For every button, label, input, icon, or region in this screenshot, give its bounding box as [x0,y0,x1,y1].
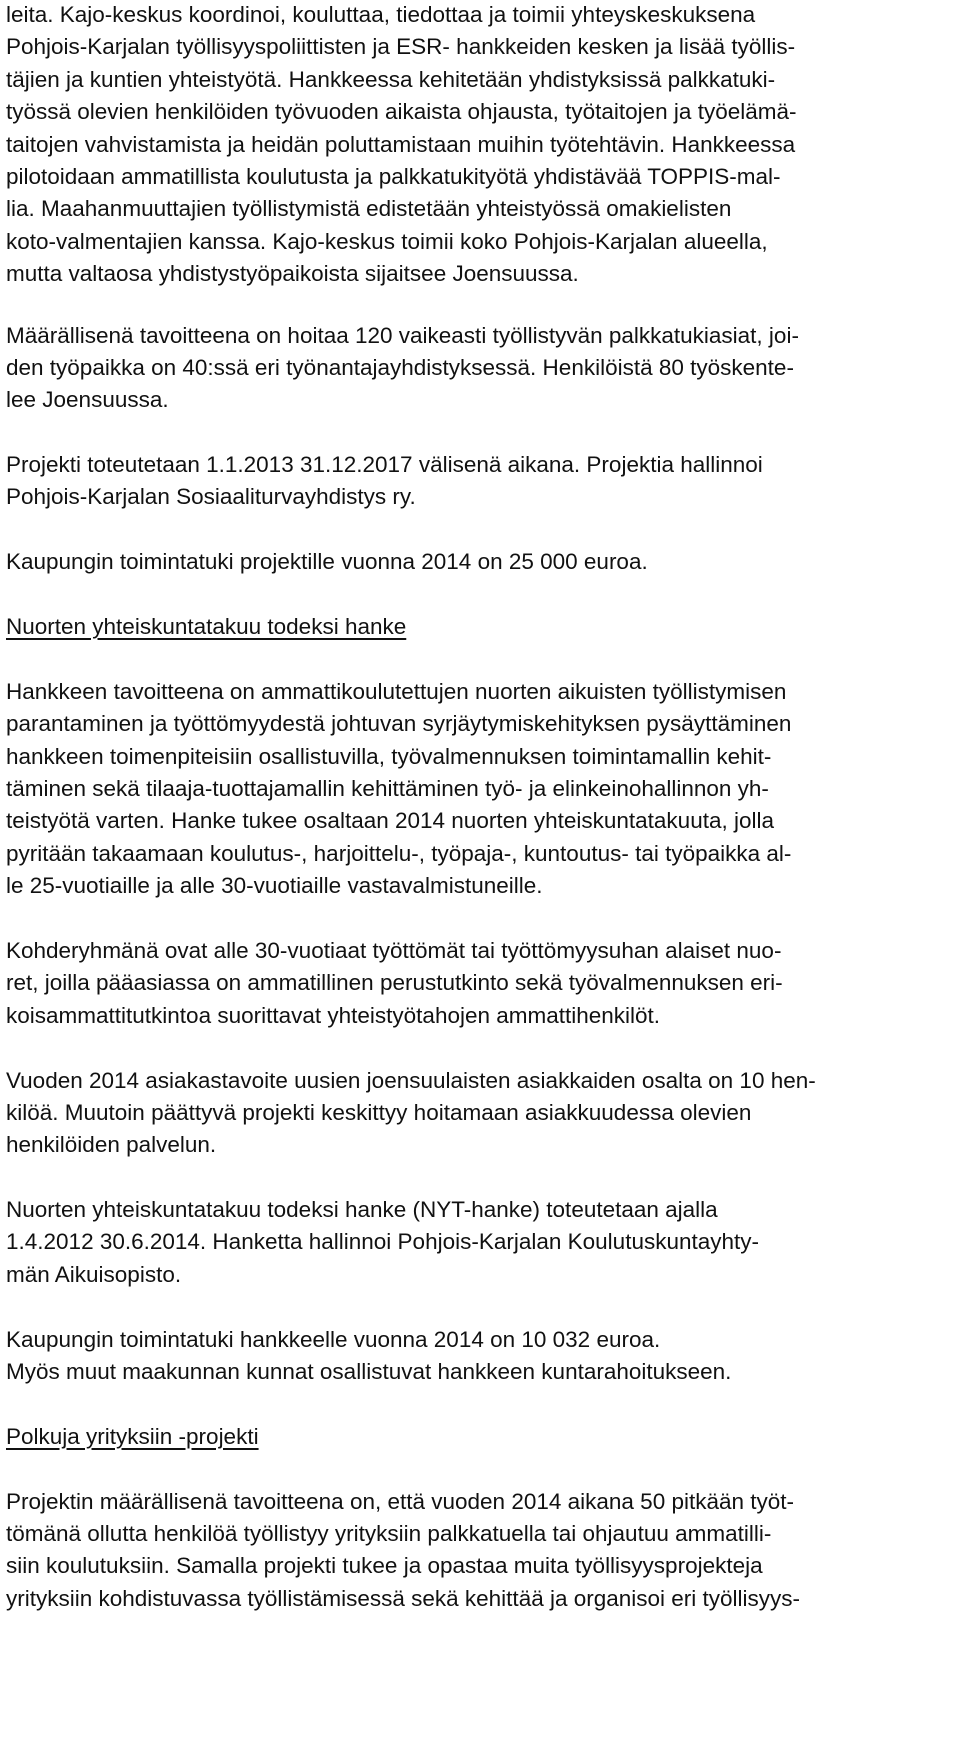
text-line: lia. Maahanmuuttajien työllistymistä edistetään yhteistyössä omakielisten [6,196,732,222]
paragraph-gap [6,417,956,449]
text-line: koisammattitutkintoa suorittavat yhteistyötahojen ammattihenkilöt. [6,1002,661,1028]
text-line: työssä olevien henkilöiden työvuoden aikaista ohjausta, työtaitojen ja työelämä- [6,99,797,125]
paragraph-gap [6,514,956,546]
paragraph-kajo-keskus [6,0,956,291]
text-line: siin koulutuksiin. Samalla projekti tukee ja opastaa muita työllisyysprojekteja [6,1553,763,1579]
text-line: Kaupungin toimintatuki projektille vuonna 2014 on 25 000 euroa. [6,549,648,575]
document-page [6,0,956,1615]
text-line: Projektin määrällisenä tavoitteena on, että vuoden 2014 aikana 50 pitkään työt- [6,1488,795,1514]
text-line: Pohjois-Karjalan työllisyyspoliittisten ja ESR- hankkeiden kesken ja lisää työllis- [6,34,796,60]
text-line: Nuorten yhteiskuntatakuu todeksi hanke (NYT-hanke) toteutetaan ajalla [6,1197,718,1223]
text-line: kilöä. Muutoin päättyvä projekti keskittyy hoitamaan asiakkuudessa olevien [6,1099,752,1125]
paragraph-project-period [6,449,956,514]
text-line: teistyötä varten. Hanke tukee osaltaan 2014 nuorten yhteiskuntatakuuta, jolla [6,808,774,834]
text-line: henkilöiden palvelun. [6,1132,217,1158]
paragraph-gap [6,1032,956,1064]
paragraph-nyt-period [6,1194,956,1291]
paragraph-gap [6,1291,956,1323]
text-line: Kaupungin toimintatuki hankkeelle vuonna 2014 on 10 032 euroa. [6,1326,661,1352]
section-heading-nyt-hanke: Nuorten yhteiskuntatakuu todeksi hanke [6,614,407,640]
text-line: taitojen vahvistamista ja heidän poluttamistaan muihin työtehtävin. Hankkeessa [6,131,796,157]
text-line: Pohjois-Karjalan Sosiaaliturvayhdistys ry. [6,484,416,510]
text-line: leita. Kajo-keskus koordinoi, kouluttaa, tiedottaa ja toimii yhteyskeskuksena [6,2,756,27]
paragraph-city-support [6,546,956,578]
paragraph-gap [6,579,956,611]
text-line: yrityksiin kohdistuvassa työllistämisessä sekä kehittää ja organisoi eri työllisyys- [6,1585,801,1611]
paragraph-hanke-goal [6,676,956,903]
text-line: mutta valtaosa yhdistystyöpaikoista sijaitsee Joensuussa. [6,261,579,287]
text-line: täminen sekä tilaaja-tuottajamallin kehittäminen työ- ja elinkeinohallinnon yh- [6,775,769,801]
paragraph-polkuja-goal [6,1486,956,1616]
text-line: hankkeen toimenpiteisiin osallistuvilla, työvalmennuksen toimintamallin kehit- [6,743,772,769]
paragraph-customer-goal [6,1065,956,1162]
text-line: le 25-vuotiaille ja alle 30-vuotiaille vastavalmistuneille. [6,873,543,899]
text-line: parantaminen ja työttömyydestä johtuvan syrjäytymiskehityksen pysäyttäminen [6,711,792,737]
paragraph-gap [6,643,956,675]
text-line: tömänä ollutta henkilöä työllistyy yrityksiin palkkatuella tai ohjautuu ammatilli- [6,1520,772,1546]
text-line: den työpaikka on 40:ssä eri työnantajayhdistyksessä. Henkilöistä 80 työskente- [6,354,794,380]
text-line: pyritään takaamaan koulutus-, harjoittelu-, työpaja-, kuntoutus- tai työpaikka al- [6,840,792,866]
paragraph-quantitative-goal [6,320,956,417]
text-line: lee Joensuussa. [6,387,169,413]
text-line: Myös muut maakunnan kunnat osallistuvat hankkeen kuntarahoitukseen. [6,1359,732,1385]
paragraph-gap [6,1162,956,1194]
text-line: 1.4.2012 30.6.2014. Hanketta hallinnoi Pohjois-Karjalan Koulutuskuntayhty- [6,1229,760,1255]
paragraph-target-group [6,935,956,1032]
text-line: pilotoidaan ammatillista koulutusta ja palkkatukityötä yhdistävää TOPPIS-mal- [6,163,781,189]
text-line: ret, joilla pääasiassa on ammatillinen perustutkinto sekä työvalmennuksen eri- [6,970,783,996]
paragraph-gap [6,291,956,320]
text-line: koto-valmentajien kanssa. Kajo-keskus toimii koko Pohjois-Karjalan alueella, [6,228,768,254]
section-heading-polkuja-yrityksiin: Polkuja yrityksiin -projekti [6,1423,259,1449]
text-line: Kohderyhmänä ovat alle 30-vuotiaat työttömät tai työttömyysuhan alaiset nuo- [6,937,782,963]
paragraph-gap [6,1453,956,1485]
text-line: Projekti toteutetaan 1.1.2013 31.12.2017 välisenä aikana. Projektia hallinnoi [6,452,763,478]
text-line: män Aikuisopisto. [6,1261,182,1287]
paragraph-nyt-city-support [6,1324,956,1389]
paragraph-gap [6,1388,956,1420]
text-line: täjien ja kuntien yhteistyötä. Hankkeessa kehitetään yhdistyksissä palkkatuki- [6,66,776,92]
paragraph-gap [6,903,956,935]
text-line: Hankkeen tavoitteena on ammattikoulutettujen nuorten aikuisten työllistymisen [6,678,787,704]
text-line: Määrällisenä tavoitteena on hoitaa 120 vaikeasti työllistyvän palkkatukiasiat, joi- [6,322,799,348]
text-line: Vuoden 2014 asiakastavoite uusien joensuulaisten asiakkaiden osalta on 10 hen- [6,1067,816,1093]
